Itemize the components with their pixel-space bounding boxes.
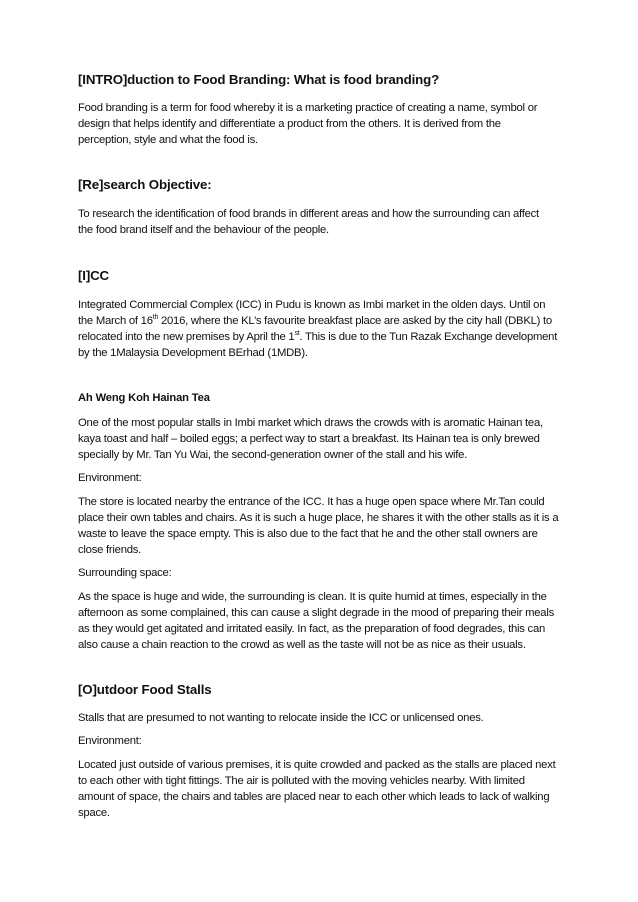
- outdoor-environment-label: Environment:: [78, 735, 142, 747]
- ahweng-surrounding-label: Surrounding space:: [78, 567, 172, 579]
- ahweng-env-line: close friends.: [78, 544, 142, 556]
- icc-line: [78, 329, 564, 345]
- outdoor-intro-paragraph: Stalls that are presumed to not wanting to relocate inside the ICC or unlicensed ones.: [78, 712, 484, 724]
- icc-line-text: relocated into the new premises by April the 1: [78, 331, 295, 343]
- intro-line: perception, style and what the food is.: [78, 134, 258, 146]
- ahweng-environment-paragraph: [78, 494, 564, 558]
- intro-paragraph: [78, 100, 564, 148]
- ahweng-heading: Ah Weng Koh Hainan Tea: [78, 392, 210, 404]
- ahweng-surr-line: As the space is huge and wide, the surrounding is clean. It is quite humid at times, especially in the: [78, 591, 547, 603]
- icc-line: Integrated Commercial Complex (ICC) in Pudu is known as Imbi market in the olden days. Until on: [78, 299, 546, 311]
- intro-line: design that helps identify and differentiate a product from the others. It is derived from the: [78, 118, 501, 130]
- ahweng-env-line: The store is located nearby the entrance of the ICC. It has a huge open space where Mr.Tan could: [78, 496, 545, 508]
- ahweng-surr-line: afternoon as some complained, this can cause a slight degrade in the mood of preparing their meals: [78, 607, 554, 619]
- icc-heading: [I]CC: [78, 268, 110, 283]
- icc-line: [78, 313, 564, 329]
- outdoor-env-line: amount of space, the chairs and tables are placed near to each other which leads to lack of walking: [78, 791, 550, 803]
- icc-line-text: 2016, where the KL’s favourite breakfast place are asked by the city hall (DBKL) to: [158, 315, 552, 327]
- ahweng-intro-paragraph: [78, 415, 564, 463]
- research-paragraph: [78, 206, 564, 238]
- research-line: To research the identification of food brands in different areas and how the surrounding can affect: [78, 208, 539, 220]
- icc-superscript: st: [294, 330, 300, 338]
- ahweng-line: kaya toast and half – boiled eggs; a perfect way to start a breakfast. Its Hainan tea is only brewed: [78, 433, 540, 445]
- research-heading: [Re]search Objective:: [78, 177, 212, 192]
- outdoor-env-line: to each other with tight fittings. The air is polluted with the moving vehicles nearby. With limited: [78, 775, 525, 787]
- icc-line: by the 1Malaysia Development BErhad (1MDB).: [78, 347, 308, 359]
- icc-line-text: . This is due to the Tun Razak Exchange development: [299, 331, 558, 343]
- outdoor-environment-paragraph: [78, 757, 564, 821]
- icc-superscript: th: [152, 314, 159, 322]
- ahweng-env-line: waste to leave the space empty. This is also due to the fact that he and the other stall owners are: [78, 528, 538, 540]
- document-body: [78, 71, 564, 821]
- intro-line: Food branding is a term for food whereby it is a marketing practice of creating a name, symbol or: [78, 102, 538, 114]
- icc-paragraph: [78, 297, 564, 361]
- research-line: the food brand itself and the behaviour of the people.: [78, 224, 329, 236]
- outdoor-heading: [O]utdoor Food Stalls: [78, 682, 212, 697]
- ahweng-surr-line: also cause a chain reaction to the crowd as well as the taste will not be as nice as their usuals.: [78, 639, 526, 651]
- intro-heading: [INTRO]duction to Food Branding: What is food branding?: [78, 72, 440, 87]
- ahweng-surrounding-paragraph: [78, 589, 564, 653]
- ahweng-line: specially by Mr. Tan Yu Wai, the second-generation owner of the stall and his wife.: [78, 449, 468, 461]
- icc-line-text: the March of 16: [78, 315, 153, 327]
- ahweng-env-line: place their own tables and chairs. As it is such a huge place, he shares it with the other stalls as it is a: [78, 512, 559, 524]
- outdoor-env-line: space.: [78, 807, 110, 819]
- outdoor-env-line: Located just outside of various premises, it is quite crowded and packed as the stalls are placed next: [78, 759, 556, 771]
- ahweng-line: One of the most popular stalls in Imbi market which draws the crowds with is aromatic Hainan tea,: [78, 417, 543, 429]
- ahweng-surr-line: as they would get agitated and irritated easily. In fact, as the preparation of food degrades, this can: [78, 623, 546, 635]
- ahweng-environment-label: Environment:: [78, 472, 142, 484]
